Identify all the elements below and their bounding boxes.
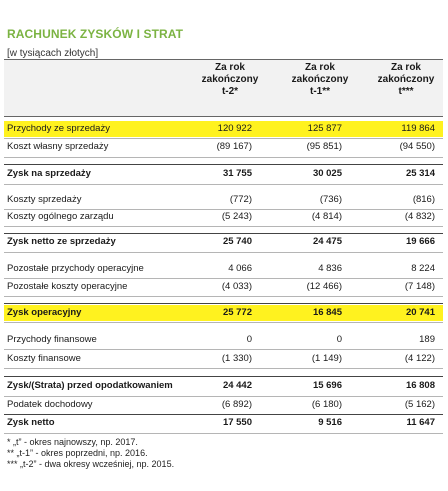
cell-value: (1 330) — [221, 353, 252, 364]
row-divider — [4, 349, 443, 350]
row-label: Pozostałe przychody operacyjne — [7, 263, 144, 274]
table-row — [4, 235, 443, 251]
cell-value: 16 845 — [312, 307, 342, 318]
cell-value: 25 772 — [222, 307, 252, 318]
row-divider — [4, 138, 443, 139]
cell-value: 19 666 — [405, 236, 435, 247]
row-label: Koszty ogólnego zarządu — [7, 211, 114, 222]
footnote: ** „t-1” - okres poprzedni, np. 2016. — [7, 448, 148, 458]
cell-value: 9 516 — [318, 417, 342, 428]
table-row — [4, 416, 443, 432]
cell-value: (5 243) — [221, 211, 252, 222]
column-header-line: zakończony — [201, 74, 259, 85]
cell-value: 11 647 — [406, 417, 435, 428]
cell-value: (772) — [229, 194, 252, 205]
row-divider — [4, 396, 443, 397]
cell-value: 24 475 — [312, 236, 342, 247]
column-header-line: t-2* — [221, 86, 239, 97]
cell-value: 25 314 — [405, 168, 435, 179]
cell-value: (89 167) — [216, 141, 252, 152]
table-row — [4, 262, 443, 278]
row-label: Zysk netto — [7, 417, 55, 428]
cell-value: 0 — [336, 334, 342, 345]
row-divider — [4, 303, 443, 304]
cell-value: 17 550 — [222, 417, 252, 428]
row-label: Koszt własny sprzedaży — [7, 141, 109, 152]
row-divider — [4, 278, 443, 279]
row-divider — [4, 226, 443, 227]
cell-value: 24 442 — [222, 380, 252, 391]
row-label: Zysk na sprzedaży — [7, 168, 91, 179]
cell-value: (4 814) — [311, 211, 342, 222]
table-row — [4, 280, 443, 296]
cell-value: 31 755 — [222, 168, 252, 179]
cell-value: (7 148) — [404, 281, 435, 292]
row-label: Przychody finansowe — [7, 334, 97, 345]
cell-value: 16 808 — [405, 380, 435, 391]
cell-value: (1 149) — [311, 353, 342, 364]
table-row — [4, 352, 443, 368]
table-row — [4, 210, 443, 226]
cell-value: (4 122) — [404, 353, 435, 364]
cell-value: 4 066 — [228, 263, 252, 274]
cell-value: 0 — [246, 334, 252, 345]
cell-value: (12 466) — [306, 281, 342, 292]
cell-value: 119 864 — [401, 123, 435, 134]
column-header-line: t*** — [398, 86, 414, 97]
report-title: RACHUNEK ZYSKÓW I STRAT — [7, 27, 184, 41]
cell-value: 30 025 — [312, 168, 342, 179]
column-header-line: Za rok — [214, 62, 245, 73]
row-divider — [4, 376, 443, 377]
row-label: Zysk/(Strata) przed opodatkowaniem — [7, 380, 173, 391]
row-divider — [4, 414, 443, 415]
cell-value: (6 180) — [311, 399, 342, 410]
footnote: * „t” - okres najnowszy, np. 2017. — [7, 437, 138, 447]
row-label: Przychody ze sprzedaży — [7, 123, 110, 134]
row-divider — [4, 433, 443, 434]
row-divider — [4, 233, 443, 234]
row-label: Zysk operacyjny — [7, 307, 82, 318]
row-label: Koszty sprzedaży — [7, 194, 82, 205]
cell-value: 8 224 — [411, 263, 435, 274]
row-divider — [4, 164, 443, 165]
cell-value: (4 033) — [221, 281, 252, 292]
row-divider — [4, 368, 443, 369]
column-header-t-2 — [190, 62, 270, 98]
row-label: Koszty finansowe — [7, 353, 81, 364]
row-divider — [4, 322, 443, 323]
cell-value: (95 851) — [306, 141, 342, 152]
cell-value: (5 162) — [404, 399, 435, 410]
cell-value: 20 741 — [405, 307, 435, 318]
table-row — [4, 167, 443, 183]
cell-value: (736) — [319, 194, 342, 205]
column-header-line: zakończony — [291, 74, 349, 85]
cell-value: 25 740 — [222, 236, 252, 247]
footnote: *** „t-2” - dwa okresy wcześniej, np. 2015. — [7, 459, 175, 469]
row-label: Pozostałe koszty operacyjne — [7, 281, 128, 292]
cell-value: (6 892) — [221, 399, 252, 410]
column-header-t — [366, 62, 446, 98]
table-row — [4, 398, 443, 414]
row-label: Podatek dochodowy — [7, 399, 93, 410]
column-header-line: t-1** — [309, 86, 330, 97]
row-divider — [4, 157, 443, 158]
column-header-line: Za rok — [390, 62, 421, 73]
table-row — [4, 140, 443, 156]
row-label: Zysk netto ze sprzedaży — [7, 236, 116, 247]
cell-value: (816) — [412, 194, 435, 205]
cell-value: (4 832) — [404, 211, 435, 222]
column-header-line: zakończony — [377, 74, 435, 85]
table-row — [4, 121, 443, 137]
table-row — [4, 193, 443, 209]
table-row — [4, 379, 443, 395]
column-header-t-1 — [280, 62, 360, 98]
row-divider — [4, 252, 443, 253]
cell-value: (94 550) — [399, 141, 435, 152]
table-row — [4, 333, 443, 349]
row-divider — [4, 296, 443, 297]
row-divider — [4, 184, 443, 185]
table-row — [4, 305, 443, 321]
cell-value: 125 877 — [307, 123, 342, 134]
cell-value: 189 — [419, 334, 435, 345]
cell-value: 120 922 — [217, 123, 252, 134]
cell-value: 15 696 — [312, 380, 342, 391]
column-header-line: Za rok — [304, 62, 335, 73]
units-subtitle: [w tysiącach złotych] — [7, 48, 99, 59]
cell-value: 4 836 — [318, 263, 342, 274]
